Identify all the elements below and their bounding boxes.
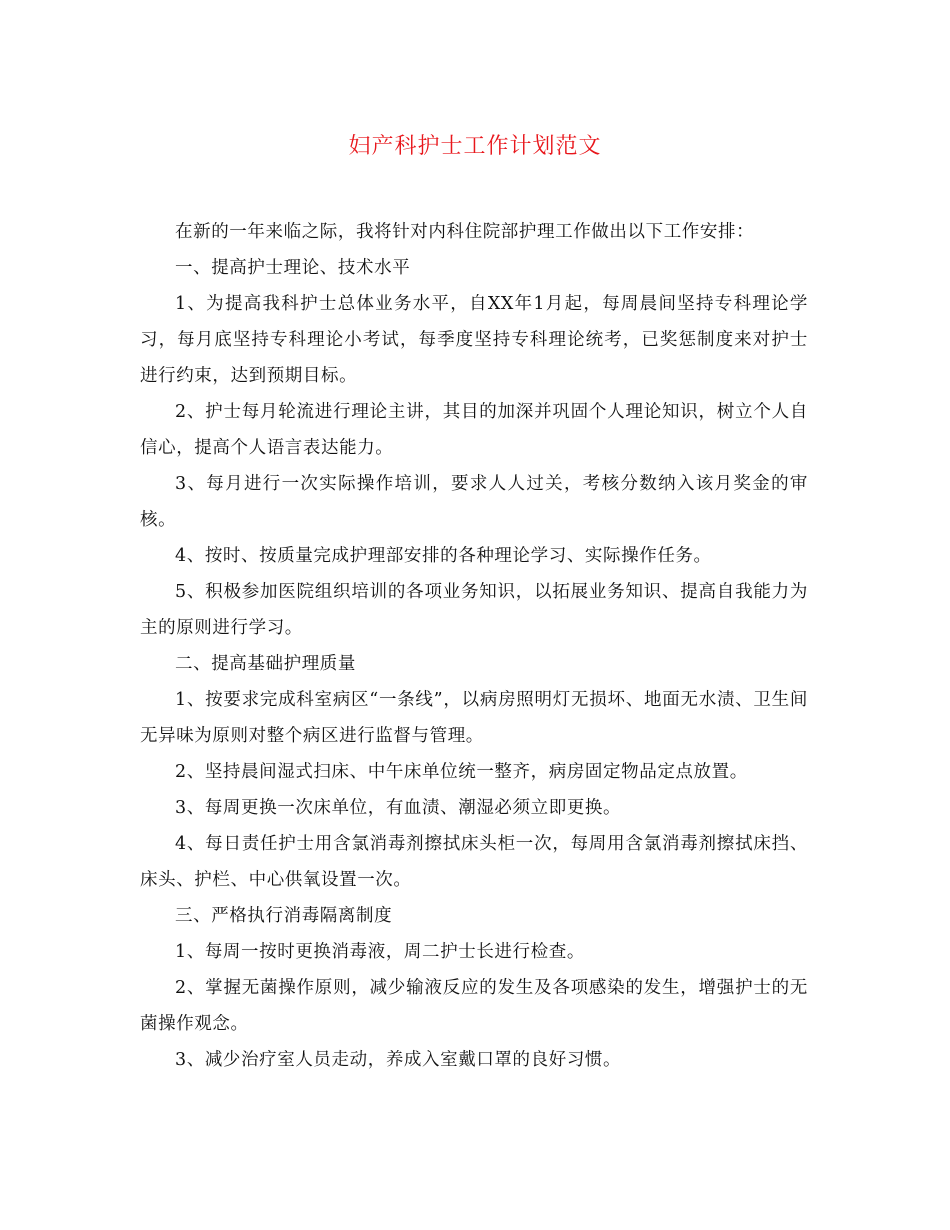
paragraph: 2、掌握无菌操作原则，减少输液反应的发生及各项感染的发生，增强护士的无菌操作观念。 bbox=[140, 978, 808, 1034]
paragraph-intro: 在新的一年来临之际，我将针对内科住院部护理工作做出以下工作安排： bbox=[175, 222, 755, 242]
paragraph: 3、每月进行一次实际操作培训，要求人人过关，考核分数纳入该月奖金的审核。 bbox=[140, 474, 808, 530]
paragraph: 1、为提高我科护士总体业务水平，自XX年1月起，每周晨间坚持专科理论学习，每月底坚持专科理论小考试，每季度坚持专科理论统考，已奖惩制度来对护士进行约束，达到预期目标。 bbox=[140, 294, 808, 386]
section-heading-3: 三、严格执行消毒隔离制度 bbox=[175, 906, 393, 926]
paragraph: 4、每日责任护士用含氯消毒剂擦拭床头柜一次，每周用含氯消毒剂擦拭床挡、床头、护栏、中心供氧设置一次。 bbox=[140, 834, 808, 890]
paragraph: 1、按要求完成科室病区“一条线”，以病房照明灯无损坏、地面无水渍、卫生间无异味为原则对整个病区进行监督与管理。 bbox=[140, 690, 808, 746]
paragraph: 1、每周一按时更换消毒液，周二护士长进行检查。 bbox=[175, 942, 585, 962]
paragraph: 2、护士每月轮流进行理论主讲，其目的加深并巩固个人理论知识，树立个人自信心，提高个人语言表达能力。 bbox=[140, 402, 808, 458]
paragraph: 4、按时、按质量完成护理部安排的各种理论学习、实际操作任务。 bbox=[175, 546, 712, 566]
document-body bbox=[140, 214, 808, 1078]
section-heading-2: 二、提高基础护理质量 bbox=[175, 654, 356, 674]
document-title: 妇产科护士工作计划范文 bbox=[348, 134, 602, 159]
paragraph: 3、减少治疗室人员走动，养成入室戴口罩的良好习惯。 bbox=[175, 1050, 622, 1070]
paragraph: 2、坚持晨间湿式扫床、中午床单位统一整齐，病房固定物品定点放置。 bbox=[175, 762, 748, 782]
section-heading-1: 一、提高护士理论、技术水平 bbox=[175, 258, 411, 278]
paragraph: 3、每周更换一次床单位，有血渍、潮湿必须立即更换。 bbox=[175, 798, 622, 818]
paragraph: 5、积极参加医院组织培训的各项业务知识，以拓展业务知识、提高自我能力为主的原则进行学习。 bbox=[140, 582, 808, 638]
